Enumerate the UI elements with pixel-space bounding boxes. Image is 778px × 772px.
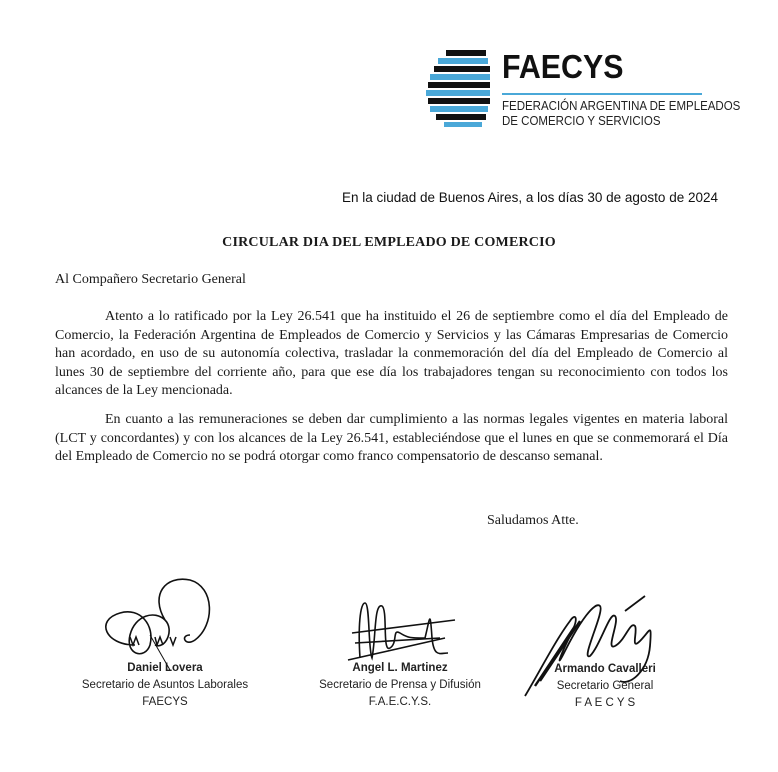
- signature-block-martinez: [305, 660, 495, 711]
- globe-stripes-icon: [424, 44, 496, 132]
- org-full-name-line1: FEDERACIÓN ARGENTINA DE EMPLEADOS: [502, 99, 741, 113]
- handwritten-signature-icon: [520, 591, 690, 701]
- signatory-role: Secretario de Asuntos Laborales: [81, 679, 249, 691]
- logo-divider: [502, 93, 702, 95]
- org-full-name-line2: DE COMERCIO Y SERVICIOS: [502, 114, 661, 128]
- signatory-role: Secretario General: [556, 680, 654, 692]
- signatory-name: Armando Cavalleri: [554, 663, 656, 675]
- body-paragraph-2: En cuanto a las remuneraciones se deben dar cumplimiento a las normas legales vigentes en materia laboral (LCT y concordantes) y con los alcances de la Ley 26.541, estableciéndose que el lunes en que se conmemorará el Día del Empleado de Comercio no se podrá otorgar como franco compensatorio de descanso semanal.: [55, 412, 728, 465]
- document-title: CIRCULAR DIA DEL EMPLEADO DE COMERCIO: [222, 235, 556, 250]
- signatory-org: F.A.E.C.Y.S.: [368, 696, 432, 708]
- body-paragraph-1: Atento a lo ratificado por la Ley 26.541 que ha instituido el 26 de septiembre como el día del Empleado de Comercio, la Federación Argentina de Empleados de Comercio y Servicios y las Cámaras Empresarias de Comercio han acordado, en uso de su autonomía colectiva, trasladar la conmemoración del día del Empleado de Comercio al lunes 30 de septiembre del corriente año, para que ese día los trabajadores tengan su reconocimiento con todos los alcances de la Ley mencionada.: [55, 309, 728, 399]
- faecys-letterhead: [424, 44, 741, 140]
- signatory-role: Secretario de Prensa y Difusión: [319, 679, 481, 691]
- signature-block-lovera: [70, 660, 260, 711]
- closing: Saludamos Atte.: [487, 513, 579, 528]
- signatory-org: F A E C Y S: [574, 697, 636, 709]
- signatory-org: FAECYS: [142, 696, 188, 708]
- date-line: En la ciudad de Buenos Aires, a los días 30 de agosto de 2024: [341, 190, 718, 205]
- signatory-name: Angel L. Martinez: [352, 662, 448, 674]
- greeting: Al Compañero Secretario General: [55, 272, 246, 287]
- handwritten-signature-icon: [330, 598, 460, 668]
- org-acronym: FAECYS: [502, 48, 624, 85]
- signatory-name: Daniel Lovera: [127, 662, 203, 674]
- handwritten-signature-icon: [95, 575, 225, 675]
- signature-block-cavalleri: [535, 661, 675, 712]
- org-full-name: [502, 99, 740, 129]
